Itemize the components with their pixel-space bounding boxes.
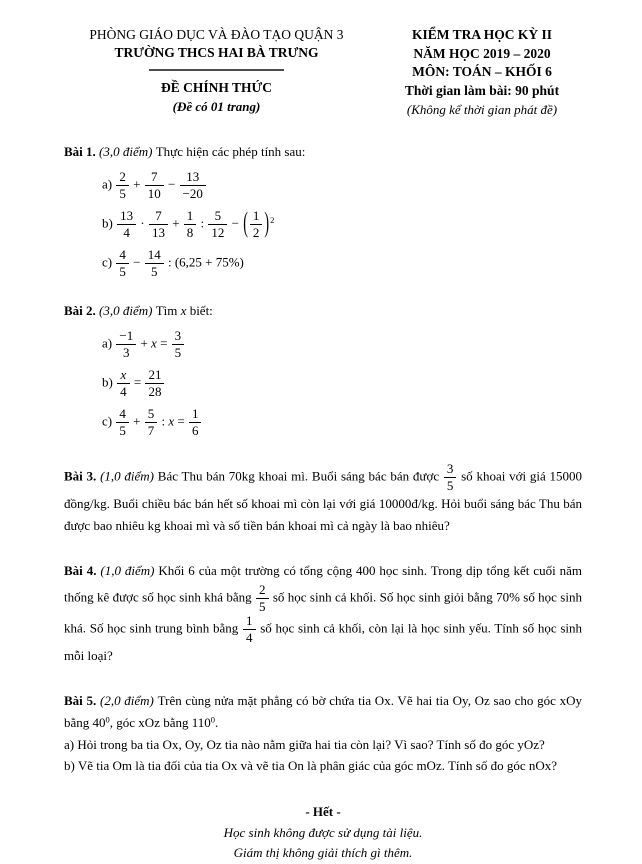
problem-3-text: Bài 3. (1,0 điểm) Bác Thu bán 70kg khoai mì. Buổi sáng bác bán được $\frac{3}{5}$ số khoai với giá 15000 đồng/kg. Buổi chiều bác bán hết số khoai mì còn lại với giá 10000đ/kg. Hỏi buổi sáng bác Thu bán được bao nhiêu kg khoai mì và số tiền bán khoai mì cả ngày là bao nhiêu?: [64, 460, 586, 533]
problem-3: [64, 460, 586, 538]
school-year: NĂM HỌC 2019 – 2020: [413, 45, 551, 61]
problem-5: [64, 690, 586, 776]
duration-note: (Không kể thời gian phát đề): [406, 101, 558, 117]
problem-2-equation-a: a) $\frac{-1}{3}$ + x = $\frac{3}{5}$: [102, 329, 582, 360]
problem-5-part-a: a) Hỏi trong ba tia Ox, Oy, Oz tia nào nằm giữa hai tia còn lại? Vì sao? Tính số đo góc yOz?: [64, 736, 545, 752]
department-name: PHÒNG GIÁO DỤC VÀ ĐÀO TẠO QUẬN 3: [89, 27, 344, 42]
footer-rule-2: Giám thị không giải thích gì thêm.: [233, 845, 413, 861]
problem-1-equation-b: b) $\frac{13}{4}$ · $\frac{7}{13}$ + $\frac{1}{8}$ : $\frac{5}{12}$ − ( $\frac{1}{2}$ )$^2$: [102, 208, 275, 241]
problem-2: [64, 302, 582, 438]
problem-2-heading: Bài 2. (3,0 điểm) Tìm x biết:: [64, 303, 213, 319]
exam-info-block: [382, 26, 582, 118]
subject-grade: MÔN: TOÁN – KHỐI 6: [412, 64, 552, 80]
problem-4: [64, 560, 586, 667]
problem-5-text: Bài 5. (2,0 điểm) Trên cùng nửa mặt phẳng có bờ chứa tia Ox. Vẽ hai tia Oy, Oz sao cho góc xOy bằng $40^0$, góc xOz bằng $110^0$.: [64, 693, 586, 731]
issuer-block: [64, 26, 369, 115]
end-marker: - Hết -: [305, 804, 341, 820]
page-count-note: (Đề có 01 trang): [172, 98, 261, 114]
problem-2-equation-b: b) $\frac{x}{4}$ = $\frac{21}{28}$: [102, 368, 582, 399]
footer-rule-1: Học sinh không được sử dụng tài liệu.: [223, 825, 423, 841]
problem-4-text: Bài 4. (1,0 điểm) Khối 6 của một trường có tổng cộng 400 học sinh. Trong dịp tổng kết cuối năm thống kê được số học sinh khá bằng $\frac{2}{5}$ số học sinh cả khối. Số học sinh giỏi bằng 70% số học sinh khá. Số học sinh trung bình bằng $\frac{1}{4}$ số học sinh cả khối, còn lại là học sinh yếu. Tính số học sinh mỗi loại?: [64, 563, 586, 663]
problem-1: [64, 143, 582, 279]
problem-1-equation-a: a) $\frac{2}{5}$ + $\frac{7}{10}$ − $\frac{13}{-20}$: [102, 170, 582, 201]
footer: [64, 802, 582, 863]
exam-type-label: ĐỀ CHÍNH THỨC: [160, 80, 272, 96]
header-divider: [149, 69, 284, 71]
header: [64, 26, 582, 118]
problem-2-equation-c: c) $\frac{4}{5}$ + $\frac{5}{7}$ : x = $\frac{1}{6}$: [102, 407, 582, 438]
problem-5-part-b: b) Vẽ tia Om là tia đối của tia Ox và vẽ tia On là phân giác của góc mOz. Tính số đo góc nOx?: [64, 757, 558, 773]
school-name: TRƯỜNG THCS HAI BÀ TRƯNG: [114, 45, 319, 61]
exam-title: KIỂM TRA HỌC KỲ II: [411, 27, 553, 42]
exam-duration: Thời gian làm bài: 90 phút: [404, 82, 560, 98]
problem-1-heading: Bài 1. (3,0 điểm) Thực hiện các phép tính sau:: [64, 144, 306, 160]
problem-1-equation-c: c) $\frac{4}{5}$ − $\frac{14}{5}$ : (6,25 + 75%): [102, 247, 244, 280]
